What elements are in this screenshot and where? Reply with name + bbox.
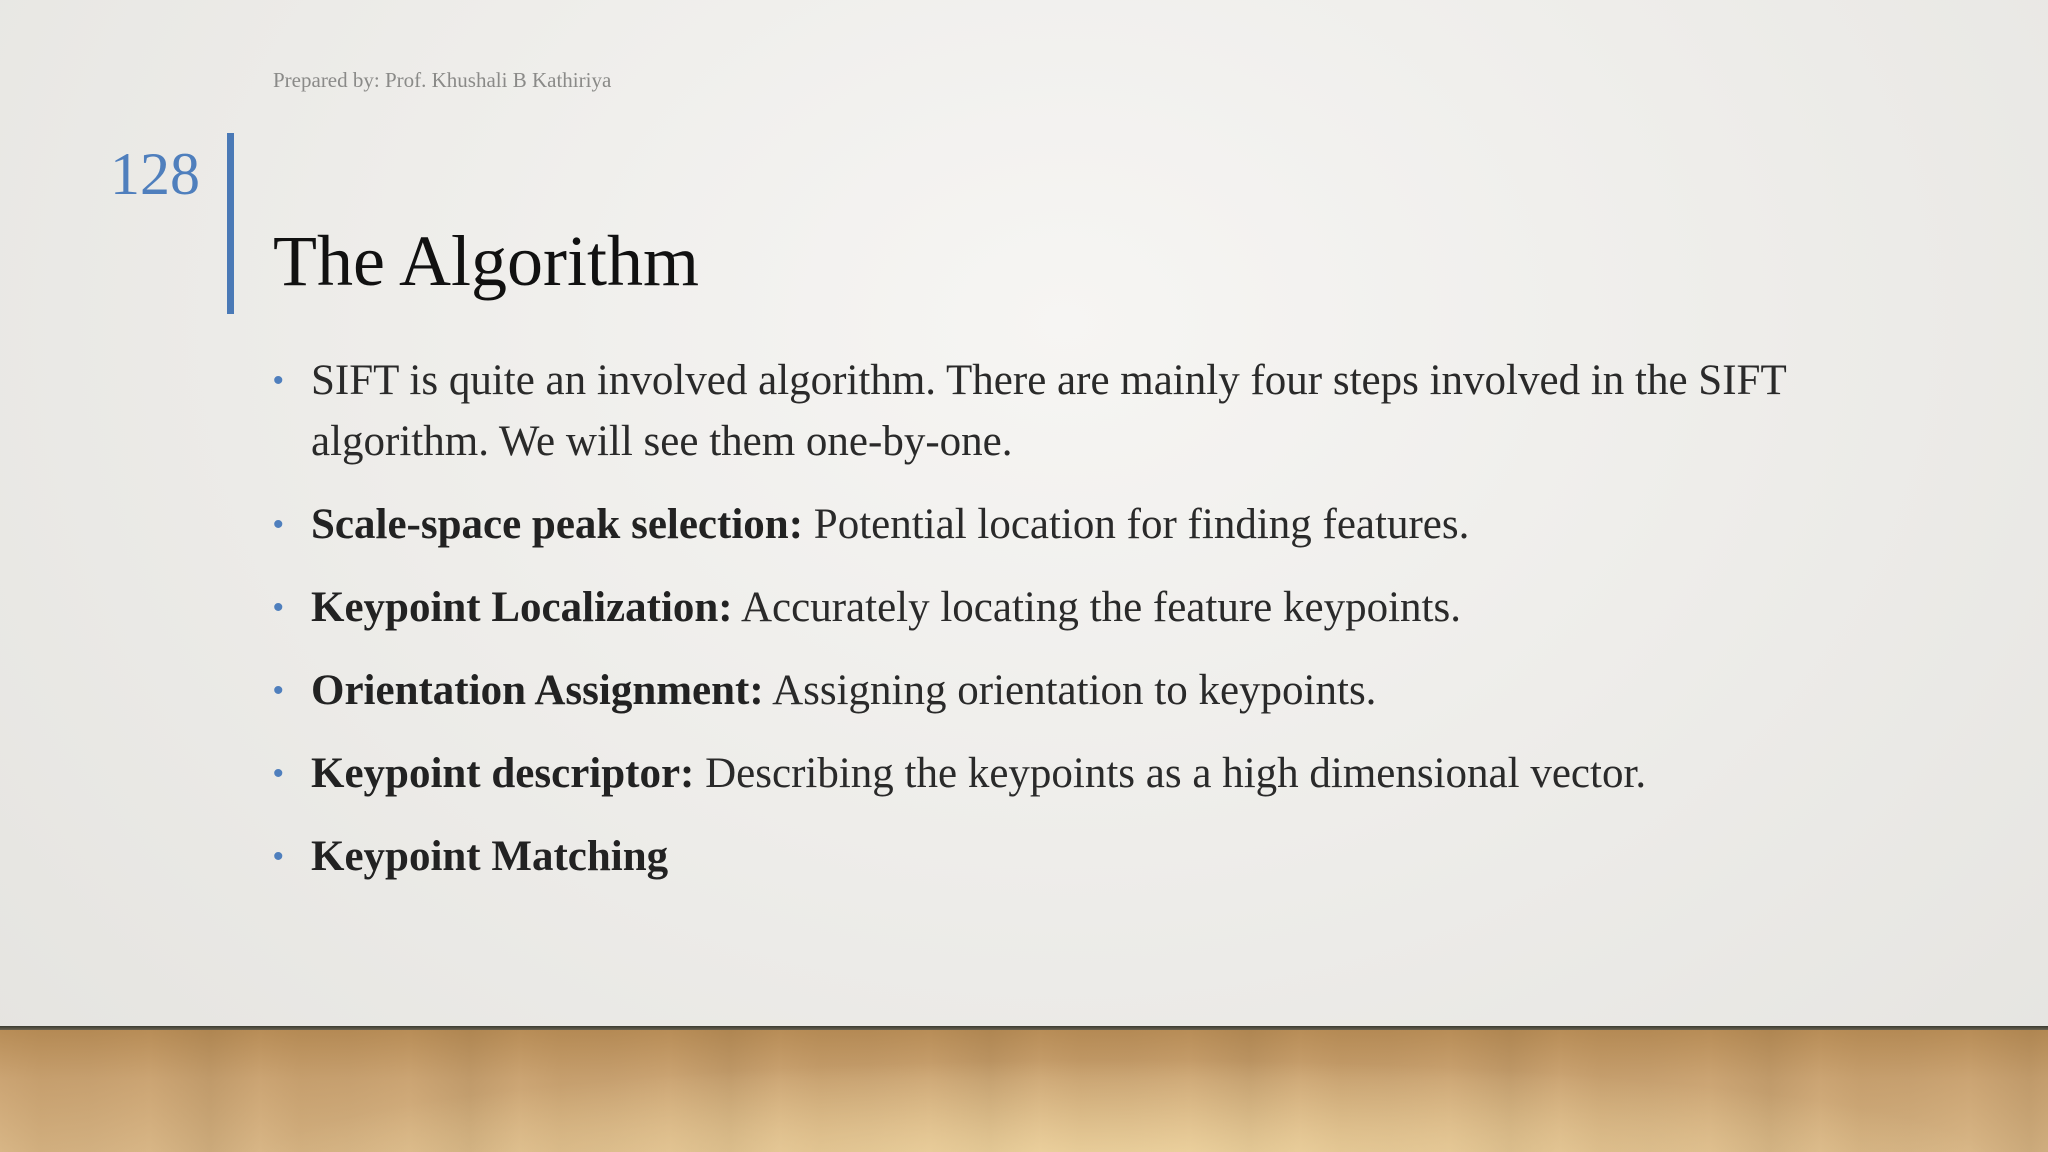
bullet-dot-icon: • bbox=[273, 508, 284, 541]
bullet-text: SIFT is quite an involved algorithm. There are mainly four steps involved in the SIFT algorithm. We will see them one-by-one. bbox=[311, 357, 1786, 465]
prepared-by-text: Prepared by: Prof. Khushali B Kathiriya bbox=[273, 68, 612, 92]
bullet-dot-icon: • bbox=[273, 840, 284, 873]
title-accent-bar bbox=[227, 133, 234, 314]
bullet-text: Assigning orientation to keypoints. bbox=[763, 667, 1377, 714]
slide-title: The Algorithm bbox=[273, 221, 699, 301]
bullet-heading: Keypoint Matching bbox=[311, 833, 669, 880]
bullet-item-intro bbox=[273, 350, 1873, 472]
bullet-list bbox=[273, 350, 1873, 909]
bullet-text: Accurately locating the feature keypoints. bbox=[732, 584, 1461, 631]
bullet-dot-icon: • bbox=[273, 591, 284, 624]
bullet-dot-icon: • bbox=[273, 757, 284, 790]
bullet-heading: Orientation Assignment: bbox=[311, 667, 764, 714]
bullet-item-keypoint-localization bbox=[273, 577, 1873, 638]
bullet-item-scale-space bbox=[273, 494, 1873, 555]
bullet-heading: Keypoint Localization: bbox=[311, 584, 733, 631]
bullet-text: Describing the keypoints as a high dimensional vector. bbox=[694, 750, 1647, 797]
bullet-dot-icon: • bbox=[273, 364, 284, 397]
bullet-item-orientation bbox=[273, 660, 1873, 721]
slide-number: 128 bbox=[110, 141, 200, 207]
bullet-heading: Scale-space peak selection: bbox=[311, 501, 804, 548]
wood-floor-background bbox=[0, 1030, 2048, 1152]
bullet-dot-icon: • bbox=[273, 674, 284, 707]
bullet-item-keypoint-descriptor bbox=[273, 743, 1873, 804]
bullet-text: Potential location for finding features. bbox=[803, 501, 1470, 548]
bullet-heading: Keypoint descriptor: bbox=[311, 750, 695, 797]
bullet-item-keypoint-matching bbox=[273, 826, 1873, 887]
